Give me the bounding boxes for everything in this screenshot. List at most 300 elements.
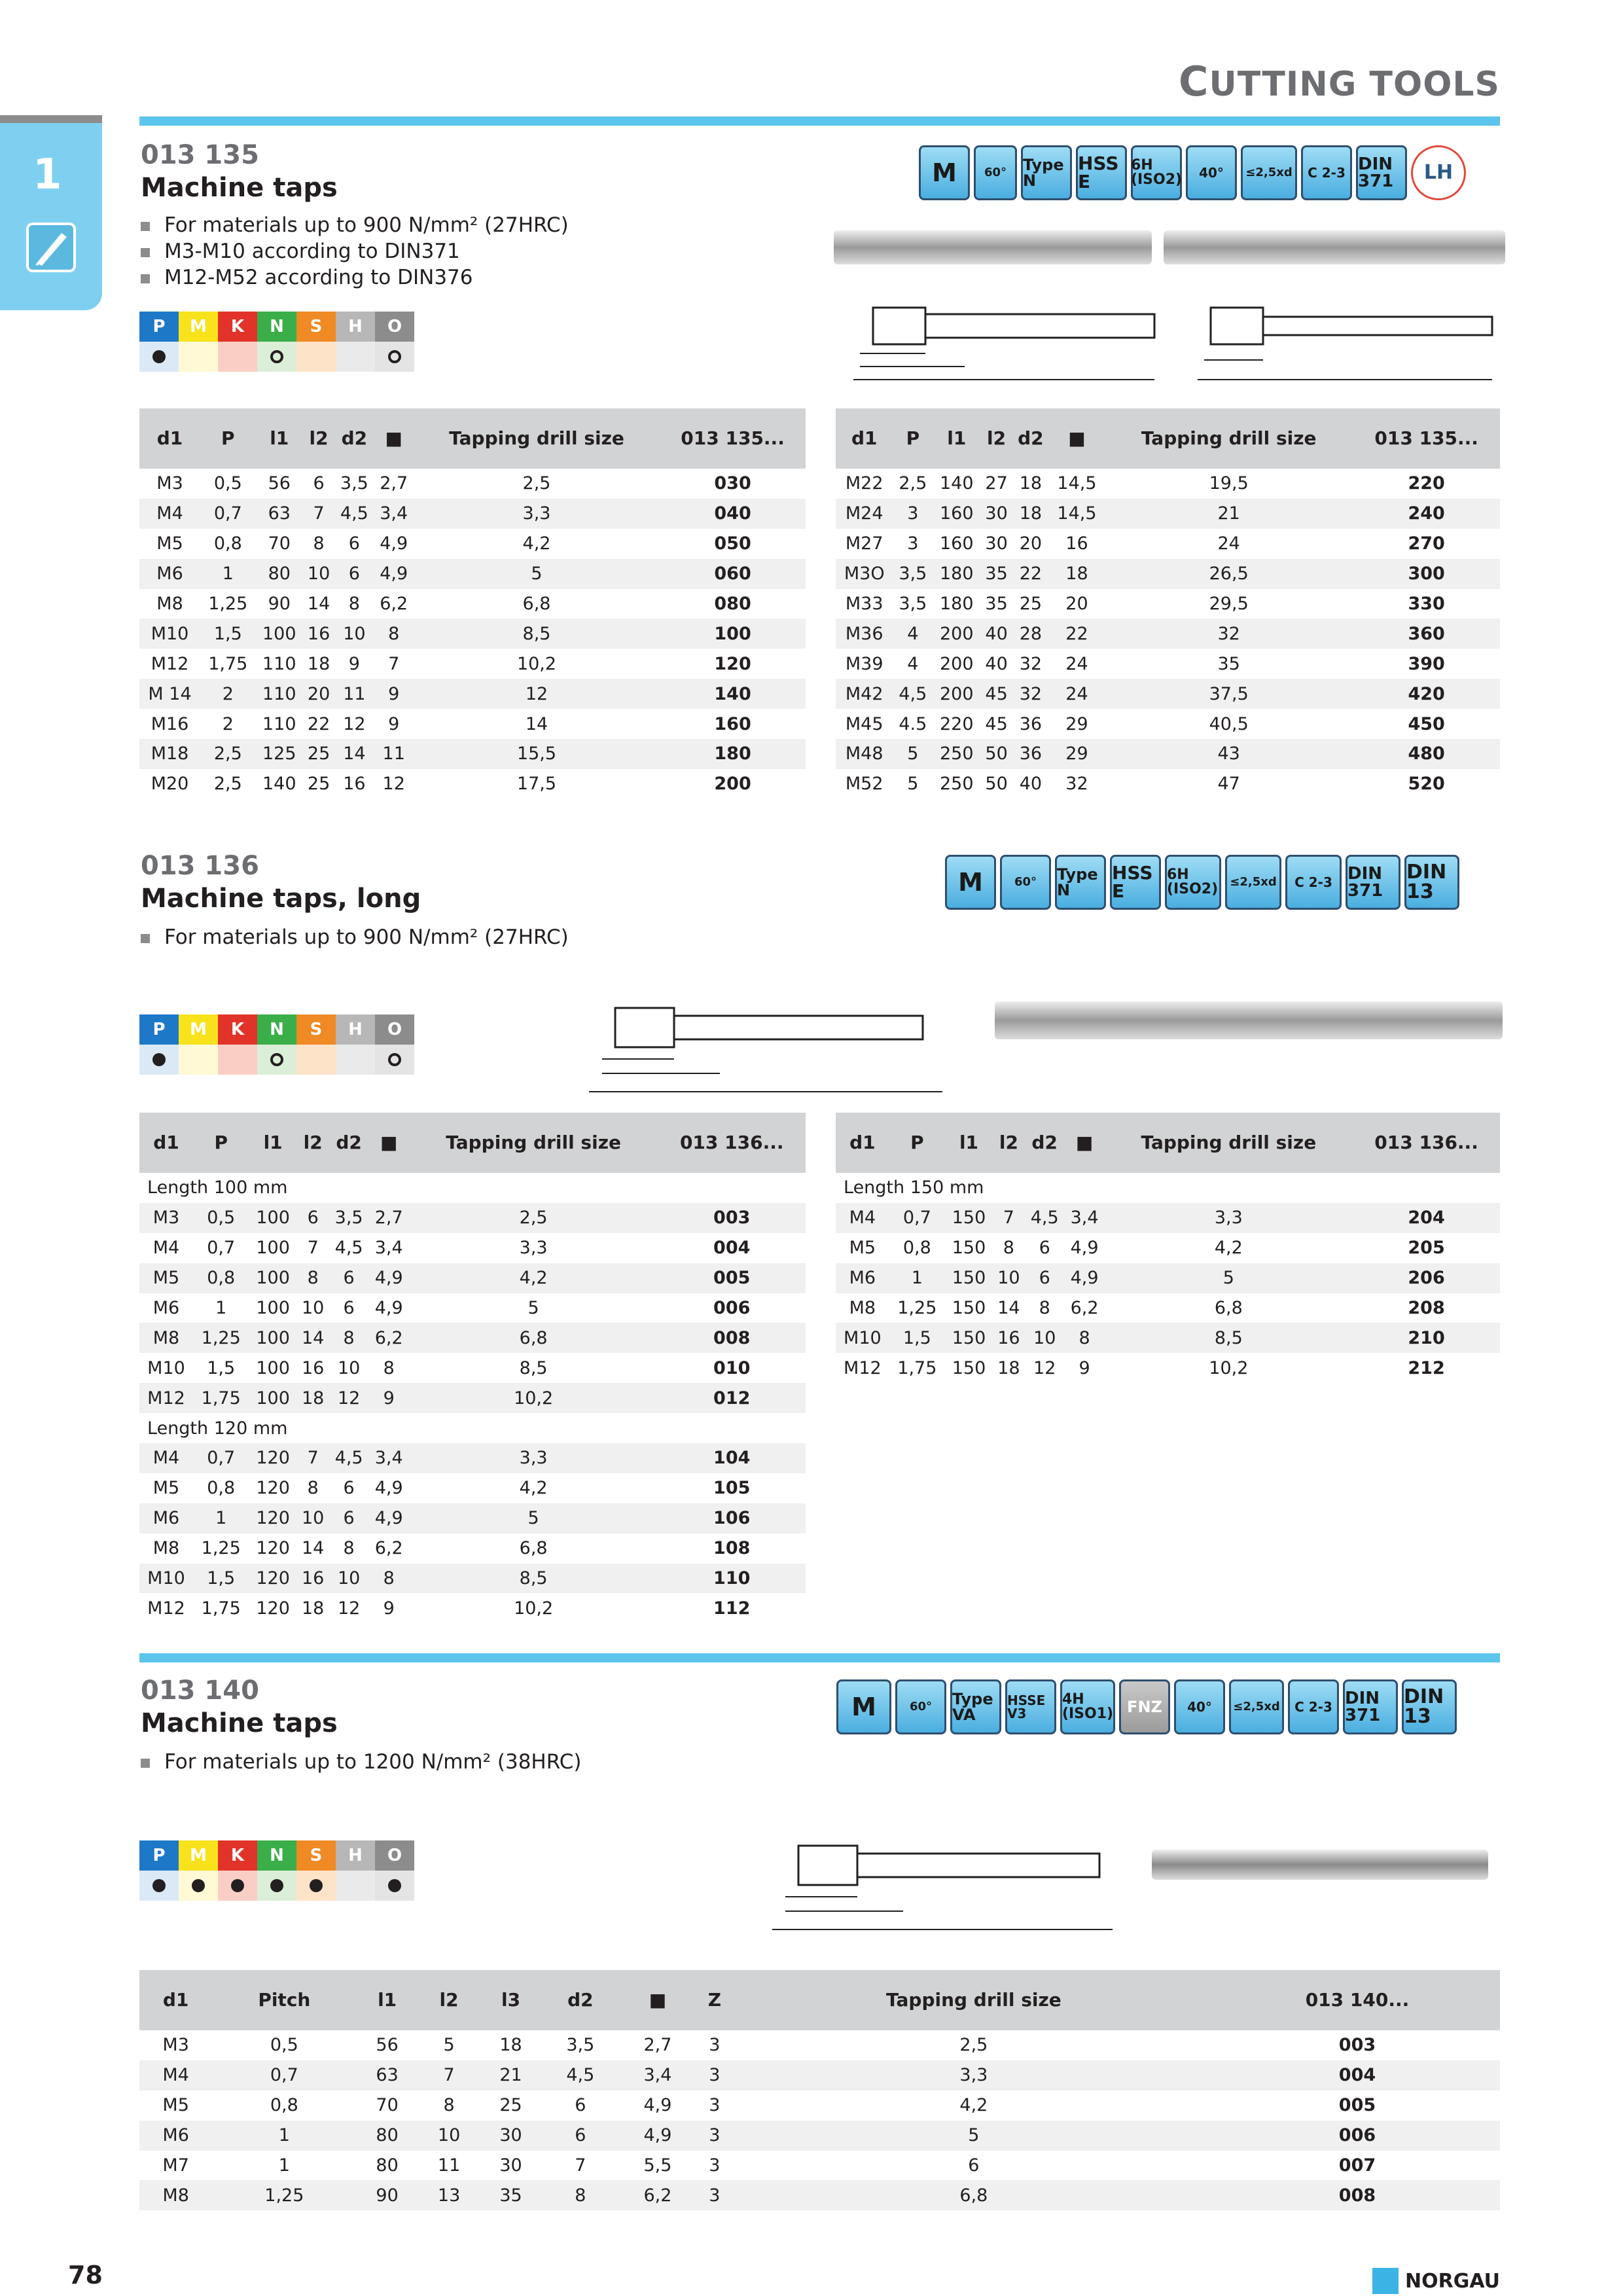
table-cell: 36 — [1019, 713, 1043, 734]
table-cell: 8 — [383, 1357, 395, 1378]
table-cell: 8 — [443, 2095, 455, 2116]
material-dot-icon — [152, 350, 166, 363]
table-cell: M12 — [147, 1598, 185, 1619]
column-header: 013 136... — [658, 1113, 806, 1173]
table-cell: 0,7 — [212, 2060, 356, 2090]
table-cell: 10 — [297, 1503, 329, 1534]
material-mark — [296, 1045, 336, 1075]
table-cell: 27 — [985, 473, 1008, 494]
table-cell: 5 — [414, 559, 660, 589]
spiral-40-icon: 40° — [1186, 145, 1237, 200]
table-cell: 0,5 — [270, 2035, 298, 2056]
material-k: K — [218, 1014, 257, 1045]
table-cell: M48 — [836, 739, 893, 769]
material-dot-icon — [388, 1879, 401, 1892]
table-cell: 7 — [297, 1443, 329, 1473]
table-cell: 7 — [388, 653, 400, 674]
table-cell: 060 — [660, 559, 806, 589]
table-cell: 4,2 — [522, 533, 551, 554]
table-cell: 3,3 — [414, 499, 660, 529]
table-cell: 43 — [1105, 739, 1353, 769]
s2-bullet-1: For materials up to 900 N/mm² (27HRC) — [141, 925, 569, 949]
table-cell: 6,8 — [519, 1538, 548, 1559]
material-dot-icon — [310, 1879, 323, 1892]
table-cell: 1,25 — [897, 1298, 937, 1318]
column-header: P — [200, 408, 255, 469]
table-row — [139, 2060, 1500, 2090]
material-ring-icon — [270, 1053, 283, 1066]
table-row — [139, 1233, 806, 1263]
table-cell: 3,3 — [409, 1443, 658, 1473]
table-cell: 4,2 — [519, 1478, 548, 1499]
table-cell: 30 — [480, 2121, 541, 2151]
table-cell: 20 — [303, 679, 334, 709]
material-h: H — [336, 1014, 375, 1045]
table-cell: 200 — [933, 679, 980, 709]
material-h: H — [336, 1840, 375, 1871]
table-cell: 5 — [733, 2121, 1215, 2151]
table-cell: 22 — [1049, 619, 1105, 649]
hsse-v3-icon: HSSE V3 — [1005, 1679, 1056, 1734]
table-row — [139, 499, 806, 529]
column-header: ■ — [1065, 1113, 1105, 1173]
column-header: Pitch — [212, 1970, 356, 2030]
table-cell: 90 — [356, 2180, 418, 2210]
table-cell: 007 — [1338, 2155, 1376, 2176]
table-cell: 20 — [1019, 533, 1043, 554]
material-o: O — [375, 1014, 414, 1045]
table-cell: 7 — [575, 2155, 586, 2176]
column-header: P — [893, 408, 933, 469]
table-cell: 3 — [696, 2180, 733, 2210]
table-cell: M3 — [156, 473, 183, 494]
table-cell: 80 — [376, 2155, 399, 2176]
table-cell: 0,5 — [193, 1203, 249, 1233]
s3-bullet-1: For materials up to 1200 N/mm² (38HRC) — [141, 1750, 581, 1774]
table-cell: 4,5 — [893, 679, 933, 709]
table-cell: 4,5 — [334, 1238, 363, 1259]
table-cell: 0,7 — [193, 1443, 249, 1473]
table-cell: 1,5 — [200, 619, 255, 649]
table-cell: M5 — [162, 2095, 189, 2116]
table-cell: 4,9 — [369, 1503, 409, 1534]
table-cell: M8 — [152, 1538, 180, 1559]
material-n: N — [257, 312, 296, 342]
material-s: S — [296, 1840, 336, 1871]
table-cell: 32 — [1012, 679, 1049, 709]
table-row — [139, 1263, 806, 1293]
table-cell: M16 — [151, 713, 189, 734]
table-row — [836, 709, 1500, 739]
table-cell: 14 — [334, 739, 374, 769]
table-cell: 6 — [297, 1203, 329, 1233]
table-cell: M4 — [836, 1203, 889, 1233]
table-cell: 1,75 — [208, 653, 248, 674]
table-cell: 4,9 — [1070, 1238, 1099, 1259]
table-cell: 16 — [993, 1323, 1025, 1353]
table-cell: 4,9 — [380, 533, 408, 554]
table-cell: 18 — [1019, 473, 1043, 494]
table-row — [139, 589, 806, 619]
table-cell: 150 — [945, 1263, 993, 1293]
column-header: Tapping drill size — [1105, 1113, 1353, 1173]
table-cell: 2,5 — [200, 739, 255, 769]
table-cell: 003 — [658, 1203, 806, 1233]
column-header: ■ — [619, 1970, 696, 2030]
table-cell: 12 — [337, 1598, 361, 1619]
table-cell: 160 — [714, 713, 751, 734]
table-cell: 4,2 — [1214, 1238, 1243, 1259]
table-cell: 2,5 — [959, 2035, 988, 2056]
brand-square-icon — [1372, 2268, 1399, 2294]
table-cell: M3O — [836, 559, 893, 589]
table-cell: M42 — [836, 679, 893, 709]
tolerance-4h-icon: 4H (ISO1) — [1060, 1679, 1115, 1734]
angle-60-icon: 60° — [895, 1679, 946, 1734]
table-cell: M5 — [152, 1478, 180, 1499]
s3-code: 013 140 — [141, 1676, 259, 1706]
table-cell: 006 — [713, 1298, 751, 1318]
table-cell: 3 — [709, 2035, 721, 2056]
table-cell: 5 — [907, 774, 919, 795]
table-cell: 0,7 — [207, 1238, 236, 1259]
table-row — [139, 1503, 806, 1534]
table-cell: 1,25 — [208, 594, 248, 614]
table-cell: 120 — [249, 1564, 296, 1594]
table-cell: 240 — [1353, 499, 1500, 529]
material-mark — [375, 1871, 414, 1901]
table-cell: 1 — [278, 2155, 290, 2176]
s3-property-icons — [836, 1679, 1457, 1734]
table-cell: 26,5 — [1105, 559, 1353, 589]
table-cell: 6,8 — [1214, 1298, 1243, 1318]
tolerance-6h-icon: 6H (ISO2) — [1165, 855, 1221, 910]
table-cell: 8,5 — [1105, 1323, 1353, 1353]
table-cell: 6 — [329, 1263, 369, 1293]
s3-tap-drawing — [759, 1820, 1126, 1937]
material-dot-icon — [152, 1053, 166, 1066]
table-row — [836, 1293, 1500, 1323]
s1-tap-photo-2 — [1164, 230, 1505, 264]
table-cell: 21 — [1105, 499, 1353, 529]
column-header: 013 136... — [1353, 1113, 1500, 1173]
column-header: d1 — [836, 408, 893, 469]
table-cell: 105 — [713, 1478, 751, 1499]
table-cell: 140 — [939, 473, 974, 494]
page-number: 78 — [68, 2261, 103, 2289]
table-row — [836, 1353, 1500, 1383]
header-initial: C — [1179, 58, 1209, 105]
table-cell: M10 — [139, 1564, 193, 1594]
table-cell: 220 — [939, 713, 974, 734]
brand-logo — [1372, 2268, 1500, 2294]
table-row — [836, 589, 1500, 619]
table-row — [836, 1323, 1500, 1353]
table-cell: 5 — [893, 739, 933, 769]
table-cell: 4,9 — [374, 1478, 403, 1499]
table-cell: 208 — [1408, 1298, 1445, 1318]
table-cell: 63 — [356, 2060, 418, 2090]
table-cell: 2,7 — [380, 473, 408, 494]
table-cell: 2,7 — [643, 2035, 672, 2056]
table-row — [836, 499, 1500, 529]
table-cell: 4 — [907, 653, 919, 674]
table-row — [139, 2030, 1500, 2060]
table-cell: 110 — [658, 1564, 806, 1594]
table-cell: 80 — [356, 2121, 418, 2151]
column-header: d1 — [836, 1113, 889, 1173]
table-cell: 180 — [933, 559, 980, 589]
table-cell: 100 — [249, 1323, 296, 1353]
column-header: 013 135... — [1353, 408, 1500, 469]
material-o: O — [375, 1840, 414, 1871]
column-header: l2 — [303, 408, 334, 469]
table-cell: 2,7 — [369, 1203, 409, 1233]
table-cell: 1,25 — [193, 1323, 249, 1353]
s1-table-right — [836, 408, 1500, 799]
fnz-icon: FNZ — [1119, 1679, 1170, 1734]
table-cell: 3,4 — [619, 2060, 696, 2090]
table-cell: 50 — [980, 739, 1012, 769]
table-cell: 8 — [1003, 1238, 1014, 1259]
table-cell: M12 — [151, 653, 189, 674]
table-cell: 6 — [542, 2121, 619, 2151]
material-dot-icon — [270, 1879, 283, 1892]
s2-property-icons — [945, 855, 1459, 910]
column-header: P — [193, 1113, 249, 1173]
table-cell: 10 — [993, 1263, 1025, 1293]
table-cell: 160 — [933, 499, 980, 529]
table-cell: 100 — [660, 619, 806, 649]
column-header: l2 — [418, 1970, 480, 2030]
table-cell: 212 — [1408, 1357, 1445, 1378]
table-cell: 004 — [713, 1238, 751, 1259]
table-cell: 24 — [1217, 533, 1240, 554]
table-row — [139, 619, 806, 649]
s1-code: 013 135 — [141, 140, 259, 170]
material-ring-icon — [388, 1053, 401, 1066]
table-cell: 300 — [1353, 559, 1500, 589]
table-cell: 29,5 — [1209, 594, 1249, 614]
material-ring-icon — [270, 350, 283, 363]
column-header: l3 — [480, 1970, 541, 2030]
table-cell: 1,75 — [897, 1357, 937, 1378]
material-mark — [257, 1045, 296, 1075]
table-cell: 11 — [334, 679, 374, 709]
table-cell: M24 — [836, 499, 893, 529]
material-mark — [179, 342, 218, 372]
table-row — [139, 1443, 806, 1473]
table-cell: 14,5 — [1057, 473, 1097, 494]
table-cell: M7 — [162, 2155, 189, 2176]
table-cell: 90 — [268, 594, 291, 614]
table-row — [836, 679, 1500, 709]
s2-table-right — [836, 1113, 1500, 1383]
table-cell: 47 — [1217, 774, 1240, 795]
material-mark — [296, 1871, 336, 1901]
table-cell: 6 — [343, 1298, 355, 1318]
table-cell: 45 — [980, 679, 1012, 709]
table-cell: 3,3 — [519, 1238, 548, 1259]
table-cell: 8,5 — [414, 619, 660, 649]
column-header: l1 — [933, 408, 980, 469]
table-cell: 6,2 — [619, 2180, 696, 2210]
chapter-tab[interactable] — [0, 115, 102, 310]
table-row — [139, 769, 806, 799]
table-cell: 4.5 — [899, 713, 927, 734]
table-cell: 4 — [893, 619, 933, 649]
table-cell: 4,9 — [374, 559, 414, 589]
table-cell: 18 — [297, 1383, 329, 1413]
tolerance-6h-icon: 6H (ISO2) — [1131, 145, 1182, 200]
material-mark — [218, 1045, 257, 1075]
table-cell: M6 — [139, 559, 200, 589]
table-cell: M4 — [139, 2060, 212, 2090]
material-h: H — [336, 312, 375, 342]
s2-table-left — [139, 1113, 806, 1623]
table-cell: M6 — [139, 2121, 212, 2151]
material-dot-icon — [152, 1879, 166, 1892]
table-cell: M33 — [845, 594, 883, 614]
table-cell: 14 — [525, 713, 548, 734]
table-cell: 205 — [1408, 1238, 1445, 1259]
din-13-icon: DIN 13 — [1402, 1679, 1457, 1734]
table-cell: 40 — [1019, 774, 1043, 795]
table-cell: M39 — [845, 653, 883, 674]
s2-tap-photo — [995, 1001, 1503, 1039]
table-cell: 6,2 — [1070, 1298, 1099, 1318]
table-cell: 3,5 — [899, 594, 927, 614]
table-row — [139, 649, 806, 679]
table-cell: 120 — [256, 1598, 290, 1619]
table-cell: 112 — [713, 1598, 751, 1619]
table-cell: 15,5 — [414, 739, 660, 769]
table-cell: 36 — [1012, 739, 1049, 769]
material-s: S — [296, 312, 336, 342]
column-header: l2 — [980, 408, 1012, 469]
table-cell: 104 — [658, 1443, 806, 1473]
table-cell: 3,5 — [893, 559, 933, 589]
column-header: d2 — [1012, 408, 1049, 469]
s1-title: Machine taps — [141, 173, 338, 203]
table-cell: 4,5 — [329, 1443, 369, 1473]
table-cell: 8 — [369, 1564, 409, 1594]
table-cell: 003 — [1338, 2035, 1376, 2056]
table-cell: 7 — [993, 1203, 1025, 1233]
table-cell: 1,25 — [201, 1538, 241, 1559]
table-cell: 3 — [696, 2060, 733, 2090]
type-n-icon: Type N — [1021, 145, 1072, 200]
brand-name: NORGAU — [1405, 2269, 1500, 2293]
table-cell: 120 — [249, 1443, 296, 1473]
material-dot-icon — [231, 1879, 244, 1892]
table-row — [139, 2121, 1500, 2151]
table-row — [139, 1353, 806, 1383]
table-cell: 106 — [658, 1503, 806, 1534]
table-cell: 180 — [939, 594, 974, 614]
table-cell: 16 — [303, 619, 334, 649]
table-cell: 35 — [1217, 653, 1240, 674]
table-cell: 45 — [985, 713, 1008, 734]
table-cell: M12 — [139, 1383, 193, 1413]
material-mark — [257, 342, 296, 372]
column-header: Tapping drill size — [1105, 408, 1353, 469]
table-cell: 35 — [985, 594, 1008, 614]
table-cell: M5 — [849, 1238, 876, 1259]
hss-e-icon: HSS E — [1076, 145, 1127, 200]
s1-property-icons — [919, 145, 1466, 200]
metric-thread-icon: M — [919, 145, 970, 200]
material-mark — [139, 342, 179, 372]
s1-bullet-1: For materials up to 900 N/mm² (27HRC) — [141, 213, 569, 237]
table-cell: 8 — [374, 619, 414, 649]
drill-icon — [26, 223, 76, 272]
table-cell: 10,2 — [409, 1383, 658, 1413]
material-n: N — [257, 1014, 296, 1045]
table-cell: 2 — [222, 713, 234, 734]
table-cell: 30 — [980, 499, 1012, 529]
table-cell: 0,8 — [213, 533, 242, 554]
table-row — [836, 769, 1500, 799]
s3-tap-photo — [1152, 1850, 1488, 1880]
table-cell: 2,5 — [899, 473, 927, 494]
header-rest: UTTING TOOLS — [1209, 65, 1500, 104]
table-cell: 3,4 — [374, 499, 414, 529]
s2-code: 013 136 — [141, 851, 259, 881]
table-cell: 1,5 — [193, 1564, 249, 1594]
table-cell: 7 — [303, 499, 334, 529]
table-cell: 150 — [952, 1357, 986, 1378]
material-k: K — [218, 312, 257, 342]
din-13-icon: DIN 13 — [1404, 855, 1459, 910]
table-cell: 6,8 — [733, 2180, 1215, 2210]
material-s: S — [296, 1014, 336, 1045]
table-row — [139, 739, 806, 769]
table-cell: 14,5 — [1049, 499, 1105, 529]
table-row — [139, 559, 806, 589]
s2-material-legend — [139, 1014, 414, 1075]
table-cell: 200 — [933, 619, 980, 649]
material-mark — [375, 1045, 414, 1075]
table-cell: 3,5 — [329, 1203, 369, 1233]
material-mark — [375, 342, 414, 372]
metric-thread-icon: M — [945, 855, 996, 910]
table-row — [139, 1293, 806, 1323]
table-cell: 35 — [980, 559, 1012, 589]
chamfer-icon: C 2-3 — [1285, 855, 1342, 910]
table-cell: 21 — [480, 2060, 541, 2090]
table-cell: 9 — [374, 679, 414, 709]
table-cell: 330 — [1408, 594, 1445, 614]
table-cell: 22 — [307, 713, 330, 734]
table-cell: 10 — [329, 1564, 369, 1594]
table-cell: 1,75 — [201, 1598, 241, 1619]
chamfer-icon: C 2-3 — [1288, 1679, 1339, 1734]
depth-icon: ≤2,5xd — [1229, 1679, 1284, 1734]
table-cell: M10 — [147, 1357, 185, 1378]
column-header: d2 — [334, 408, 374, 469]
material-mark — [218, 342, 257, 372]
table-cell: 520 — [1408, 774, 1445, 795]
table-cell: 10 — [303, 559, 334, 589]
table-cell: 005 — [1338, 2095, 1376, 2116]
table-cell: 204 — [1353, 1203, 1500, 1233]
table-cell: 012 — [658, 1383, 806, 1413]
s1-table-left — [139, 408, 806, 799]
table-cell: 16 — [343, 774, 366, 795]
table-cell: 10,2 — [516, 653, 557, 674]
table-cell: 1,5 — [889, 1323, 945, 1353]
